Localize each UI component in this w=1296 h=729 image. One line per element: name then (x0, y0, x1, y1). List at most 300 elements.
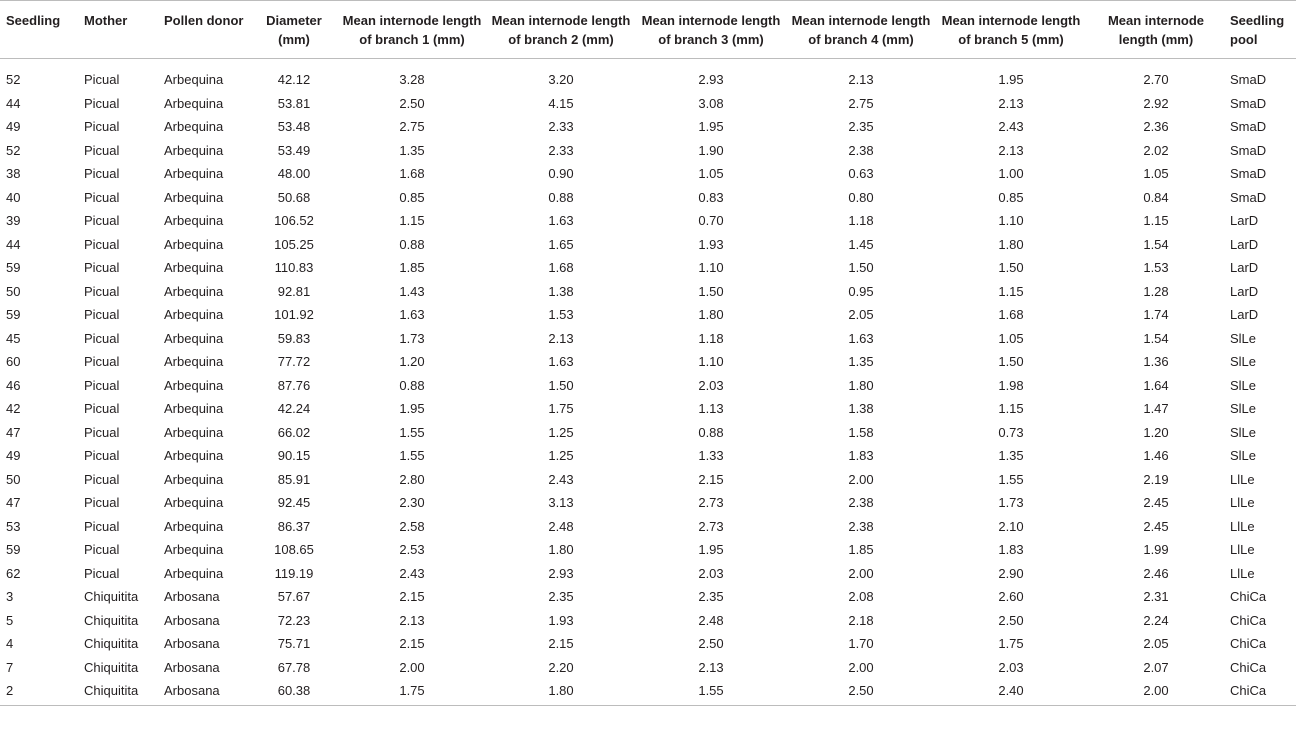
table-row (0, 585, 1296, 609)
table-cell: 0.88 (399, 377, 425, 393)
table-cell: Picual (84, 142, 120, 158)
table-row (0, 92, 1296, 116)
table-cell: 59 (6, 542, 21, 557)
table-cell: 1.99 (1143, 542, 1169, 557)
table-cell: 49 (6, 119, 21, 134)
table-cell: 2.80 (399, 471, 425, 487)
column-header: Mean internode length of branch 3 (mm) (636, 1, 786, 59)
table-cell: 2.38 (848, 518, 874, 534)
table-cell: Picual (84, 72, 120, 87)
table-cell: 1.93 (548, 612, 574, 628)
table-cell: 2.33 (548, 119, 574, 134)
table-row (0, 280, 1296, 304)
table-cell: ChiCa (1230, 636, 1267, 651)
table-cell: 2.90 (998, 565, 1024, 581)
table-cell: 2.00 (848, 471, 874, 487)
table-cell: 53.81 (277, 95, 311, 111)
table-cell: 42.12 (277, 72, 311, 87)
table-cell: 1.80 (486, 679, 636, 705)
table-cell: 39 (6, 213, 21, 228)
table-cell: 108.65 (274, 542, 314, 557)
table-cell: Picual (84, 448, 120, 463)
table-cell: 2.50 (998, 612, 1024, 628)
table-cell: Arbequina (164, 95, 224, 111)
table-row (0, 421, 1296, 445)
table-cell: 1.80 (848, 377, 874, 393)
table-cell: 1.85 (848, 542, 874, 557)
table-cell: 86.37 (277, 518, 311, 534)
table-cell: 1.75 (338, 679, 486, 705)
column-header: Seedling pool (1226, 1, 1296, 59)
table-cell: SmaD (1230, 119, 1267, 134)
table-cell: Picual (84, 471, 120, 487)
table-cell: 42 (6, 401, 21, 416)
table-row (0, 679, 1296, 705)
table-cell: 92.45 (277, 495, 311, 510)
table-cell: 5 (6, 612, 14, 628)
table-cell: 1.83 (848, 448, 874, 463)
table-cell: 2.36 (1143, 119, 1169, 134)
table-cell: 1.95 (399, 401, 425, 416)
table-cell: LlLe (1230, 565, 1255, 581)
table-cell: 3.08 (698, 95, 724, 111)
table-cell: 119.19 (274, 565, 314, 581)
table-cell: 4 (6, 636, 14, 651)
table-cell: 2.02 (1143, 142, 1169, 158)
table-cell: LlLe (1230, 518, 1255, 534)
table-cell: 50 (6, 471, 21, 487)
table-cell: Arbequina (164, 213, 224, 228)
table-cell: Picual (84, 236, 120, 252)
table-cell: 1.74 (1143, 307, 1169, 322)
table-cell: 44 (6, 95, 21, 111)
table-row (0, 515, 1296, 539)
table-cell: 3.13 (548, 495, 574, 510)
table-cell: 1.50 (848, 260, 874, 275)
table-cell: 2.92 (1143, 95, 1169, 111)
table-cell: 1.85 (399, 260, 425, 275)
column-header: Seedling (0, 1, 80, 59)
table-cell: Arbequina (164, 377, 224, 393)
table-row (0, 186, 1296, 210)
table-cell: 3.28 (399, 72, 425, 87)
table-cell: 2.75 (848, 95, 874, 111)
table-cell: 2.48 (698, 612, 724, 628)
table-cell: 1.46 (1143, 448, 1169, 463)
table-cell: Arbequina (164, 330, 224, 346)
table-cell: 1.36 (1143, 354, 1169, 369)
table-cell: 1.55 (399, 448, 425, 463)
table-cell: 1.33 (698, 448, 724, 463)
table-cell: SmaD (1230, 189, 1267, 205)
column-header: Mean internode length of branch 2 (mm) (486, 1, 636, 59)
table-cell: 59 (6, 260, 21, 275)
table-cell: 2.46 (1143, 565, 1169, 581)
table-cell: 2 (0, 679, 80, 705)
table-cell: 1.53 (548, 307, 574, 322)
table-cell: 0.70 (698, 213, 724, 228)
table-cell: 0.73 (998, 424, 1024, 440)
table-cell: 1.13 (698, 401, 724, 416)
table-cell: Picual (84, 518, 120, 534)
table-cell: 2.15 (399, 636, 425, 651)
table-cell: 87.76 (277, 377, 311, 393)
table-cell: 48.00 (277, 166, 311, 181)
table-cell: SmaD (1230, 142, 1267, 158)
table-cell: Picual (84, 95, 120, 111)
table-row (0, 139, 1296, 163)
table-cell: 1.05 (998, 330, 1024, 346)
table-cell: 1.25 (548, 424, 574, 440)
table-row (0, 350, 1296, 374)
table-cell: Picual (84, 189, 120, 205)
table-cell: 1.10 (998, 213, 1024, 228)
table-cell: Arbequina (164, 307, 224, 322)
table-cell: 1.18 (698, 330, 724, 346)
table-cell: 59 (6, 307, 21, 322)
table-cell: 2.33 (548, 142, 574, 158)
table-cell: 1.28 (1143, 283, 1169, 299)
table-cell: 1.35 (848, 354, 874, 369)
table-cell: 2.15 (548, 636, 574, 651)
table-row (0, 562, 1296, 586)
table-cell: 52 (6, 72, 21, 87)
table-cell: LarD (1230, 236, 1259, 252)
table-cell: Chiquitita (84, 636, 139, 651)
table-cell: LarD (1230, 307, 1259, 322)
table-cell: 2.13 (998, 95, 1024, 111)
table-cell: 0.85 (399, 189, 425, 205)
table-cell: 7 (6, 659, 14, 675)
table-cell: 1.47 (1143, 401, 1169, 416)
table-cell: Arbequina (164, 283, 224, 299)
table-row (0, 609, 1296, 633)
table-cell: 62 (6, 565, 21, 581)
table-cell: Arbosana (160, 679, 250, 705)
table-cell: LlLe (1230, 542, 1255, 557)
table-cell: 2.38 (848, 495, 874, 510)
table-row (0, 327, 1296, 351)
table-cell: LarD (1230, 283, 1259, 299)
table-cell: 0.95 (848, 283, 874, 299)
table-cell: 1.55 (998, 471, 1024, 487)
table-cell: ChiCa (1226, 679, 1296, 705)
table-cell: 60 (6, 354, 21, 369)
table-cell: 106.52 (274, 213, 314, 228)
table-cell: 2.50 (786, 679, 936, 705)
table-cell: 49 (6, 448, 21, 463)
table-cell: SlLe (1230, 424, 1257, 440)
table-cell: 0.83 (698, 189, 724, 205)
table-cell: 2.13 (399, 612, 425, 628)
table-cell: 1.80 (698, 307, 724, 322)
table-cell: 1.05 (1143, 166, 1169, 181)
table-cell: 1.15 (399, 213, 425, 228)
table-cell: 105.25 (274, 236, 314, 252)
table-cell: 1.63 (399, 307, 425, 322)
column-header: Mean internode length of branch 5 (mm) (936, 1, 1086, 59)
table-cell: LarD (1230, 213, 1259, 228)
table-cell: 1.35 (399, 142, 425, 158)
table-cell: 1.95 (998, 72, 1024, 87)
table-cell: 1.58 (848, 424, 874, 440)
table-row (0, 491, 1296, 515)
table-cell: Picual (84, 424, 120, 440)
table-cell: 0.84 (1143, 189, 1169, 205)
table-row (0, 209, 1296, 233)
table-cell: Picual (84, 401, 120, 416)
table-row (0, 256, 1296, 280)
table-cell: 44 (6, 236, 21, 252)
table-cell: 1.20 (1143, 424, 1169, 440)
table-cell: Arbequina (164, 354, 224, 369)
table-cell: 1.68 (399, 166, 425, 181)
table-cell: Picual (84, 565, 120, 581)
table-cell: 1.93 (698, 236, 724, 252)
table-cell: 0.80 (848, 189, 874, 205)
column-header: Mean internode length of branch 4 (mm) (786, 1, 936, 59)
table-cell: 67.78 (277, 659, 311, 675)
table-cell: 2.53 (399, 542, 425, 557)
table-cell: 45 (6, 330, 21, 346)
table-cell: 2.73 (698, 495, 724, 510)
table-cell: SlLe (1230, 354, 1257, 369)
table-cell: 47 (6, 495, 21, 510)
table-cell: SmaD (1230, 166, 1267, 181)
table-row (0, 59, 1296, 92)
table-cell: Arbequina (164, 542, 224, 557)
table-cell: 1.25 (548, 448, 574, 463)
table-cell: 1.53 (1143, 260, 1169, 275)
table-row (0, 397, 1296, 421)
table-cell: 1.80 (548, 542, 574, 557)
table-cell: 1.95 (698, 119, 724, 134)
table-cell: 1.83 (998, 542, 1024, 557)
table-cell: 1.35 (998, 448, 1024, 463)
table-row (0, 162, 1296, 186)
table-cell: 2.40 (936, 679, 1086, 705)
table-cell: 4.15 (548, 95, 574, 111)
table-cell: 1.50 (998, 354, 1024, 369)
table-cell: 85.91 (277, 471, 311, 487)
table-cell: LlLe (1230, 471, 1255, 487)
table-cell: SmaD (1230, 95, 1267, 111)
table-cell: 2.13 (848, 72, 874, 87)
table-cell: 3 (6, 589, 14, 604)
table-cell: 2.13 (698, 659, 724, 675)
table-cell: 1.10 (698, 354, 724, 369)
table-cell: 1.55 (636, 679, 786, 705)
table-cell: Arbequina (164, 260, 224, 275)
table-cell: 0.88 (399, 236, 425, 252)
table-cell: 1.63 (548, 213, 574, 228)
table-cell: Arbequina (164, 518, 224, 534)
table-cell: 1.98 (998, 377, 1024, 393)
table-cell: 1.54 (1143, 330, 1169, 346)
table-cell: 1.68 (998, 307, 1024, 322)
table-cell: 2.10 (998, 518, 1024, 534)
table-cell: Picual (84, 213, 120, 228)
table-cell: 2.05 (848, 307, 874, 322)
table-cell: 2.08 (848, 589, 874, 604)
column-header: Mother (80, 1, 160, 59)
table-cell: 1.43 (399, 283, 425, 299)
table-cell: 1.90 (698, 142, 724, 158)
table-row (0, 468, 1296, 492)
table-cell: Arbequina (164, 471, 224, 487)
table-cell: 1.50 (548, 377, 574, 393)
table-cell: 60.38 (250, 679, 338, 705)
table-row (0, 374, 1296, 398)
table-cell: 3.20 (548, 72, 574, 87)
table-cell: 2.05 (1143, 636, 1169, 651)
table-cell: 46 (6, 377, 21, 393)
table-cell: 2.15 (399, 589, 425, 604)
table-cell: 50.68 (277, 189, 311, 205)
table-cell: LlLe (1230, 495, 1255, 510)
table-cell: Chiquitita (84, 659, 139, 675)
table-cell: 1.38 (848, 401, 874, 416)
table-cell: Arbequina (164, 236, 224, 252)
table-cell: Arbosana (164, 636, 220, 651)
table-cell: 1.75 (998, 636, 1024, 651)
table-cell: Arbequina (164, 565, 224, 581)
table-cell: SlLe (1230, 377, 1257, 393)
table-cell: Picual (84, 354, 120, 369)
table-cell: Arbequina (164, 424, 224, 440)
table-cell: 50 (6, 283, 21, 299)
table-cell: 2.45 (1143, 518, 1169, 534)
table-cell: 75.71 (277, 636, 311, 651)
table-cell: ChiCa (1230, 612, 1267, 628)
table-cell: 2.70 (1143, 72, 1169, 87)
table-cell: Arbequina (164, 448, 224, 463)
table-cell: 1.54 (1143, 236, 1169, 252)
table-cell: SmaD (1230, 72, 1267, 87)
table-cell: LarD (1230, 260, 1259, 275)
table-cell: 2.50 (698, 636, 724, 651)
table-cell: 1.73 (998, 495, 1024, 510)
table-cell: 1.45 (848, 236, 874, 252)
table-cell: 92.81 (277, 283, 311, 299)
table-cell: Arbequina (164, 495, 224, 510)
table-cell: 2.35 (698, 589, 724, 604)
table-row (0, 656, 1296, 680)
table-cell: Picual (84, 307, 120, 322)
table-body (0, 59, 1296, 706)
table-cell: 90.15 (277, 448, 311, 463)
table-cell: 2.35 (848, 119, 874, 134)
table-cell: 72.23 (277, 612, 311, 628)
table-cell: 1.75 (548, 401, 574, 416)
table-cell: 2.93 (698, 72, 724, 87)
table-cell: 47 (6, 424, 21, 440)
table-cell: 2.50 (399, 95, 425, 111)
table-cell: Arbequina (164, 166, 224, 181)
table-cell: 1.68 (548, 260, 574, 275)
table-cell: Arbequina (164, 119, 224, 134)
table-cell: 2.15 (698, 471, 724, 487)
table-cell: SlLe (1230, 330, 1257, 346)
table-cell: 2.19 (1143, 471, 1169, 487)
table-cell: 77.72 (277, 354, 311, 369)
table-cell: 2.93 (548, 565, 574, 581)
table-cell: 2.13 (998, 142, 1024, 158)
table-row (0, 632, 1296, 656)
table-cell: 42.24 (277, 401, 311, 416)
table-cell: Arbequina (164, 142, 224, 158)
table-cell: 53.48 (277, 119, 311, 134)
column-header: Mean internode length of branch 1 (mm) (338, 1, 486, 59)
table-cell: 57.67 (277, 589, 311, 604)
table-cell: 1.18 (848, 213, 874, 228)
table-cell: Picual (84, 260, 120, 275)
table-cell: 110.83 (274, 260, 314, 275)
table-cell: Arbequina (164, 189, 224, 205)
table-cell: 0.90 (548, 166, 574, 181)
column-header: Pollen donor (160, 1, 250, 59)
table-cell: 2.03 (698, 565, 724, 581)
table-cell: 1.65 (548, 236, 574, 252)
table-cell: 2.45 (1143, 495, 1169, 510)
table-cell: 1.55 (399, 424, 425, 440)
table-row (0, 115, 1296, 139)
table-cell: Picual (84, 377, 120, 393)
column-header: Diameter (mm) (250, 1, 338, 59)
table-cell: 1.73 (399, 330, 425, 346)
table-cell: Picual (84, 166, 120, 181)
table-cell: 1.05 (698, 166, 724, 181)
table-cell: 0.85 (998, 189, 1024, 205)
table-cell: 2.07 (1143, 659, 1169, 675)
table-cell: 59.83 (277, 330, 311, 346)
table-cell: 1.10 (698, 260, 724, 275)
table-cell: 1.64 (1143, 377, 1169, 393)
table-cell: 1.70 (848, 636, 874, 651)
table-cell: 2.38 (848, 142, 874, 158)
table-cell: 2.18 (848, 612, 874, 628)
table-cell: 1.95 (698, 542, 724, 557)
table-cell: 2.60 (998, 589, 1024, 604)
table-cell: 1.00 (998, 166, 1024, 181)
table-cell: Chiquitita (84, 612, 139, 628)
table-cell: 2.20 (548, 659, 574, 675)
table-cell: Arbequina (164, 401, 224, 416)
table-cell: 53 (6, 518, 21, 534)
table-cell: ChiCa (1230, 589, 1267, 604)
table-cell: Picual (84, 330, 120, 346)
table-cell: Picual (84, 495, 120, 510)
table-cell: 2.43 (399, 565, 425, 581)
table-cell: ChiCa (1230, 659, 1267, 675)
table-row (0, 233, 1296, 257)
table-cell: 2.00 (1086, 679, 1226, 705)
table-cell: 2.58 (399, 518, 425, 534)
table-cell: 1.15 (998, 401, 1024, 416)
table-cell: 2.43 (998, 119, 1024, 134)
table-cell: 1.15 (998, 283, 1024, 299)
table-cell: 2.00 (399, 659, 425, 675)
table-cell: 40 (6, 189, 21, 205)
table-cell: 2.31 (1143, 589, 1169, 604)
table-row (0, 303, 1296, 327)
table-cell: 2.03 (998, 659, 1024, 675)
table-cell: 2.13 (548, 330, 574, 346)
table-cell: 2.35 (548, 589, 574, 604)
table-cell: 66.02 (277, 424, 311, 440)
table-cell: 0.88 (548, 189, 574, 205)
table-cell: 2.24 (1143, 612, 1169, 628)
